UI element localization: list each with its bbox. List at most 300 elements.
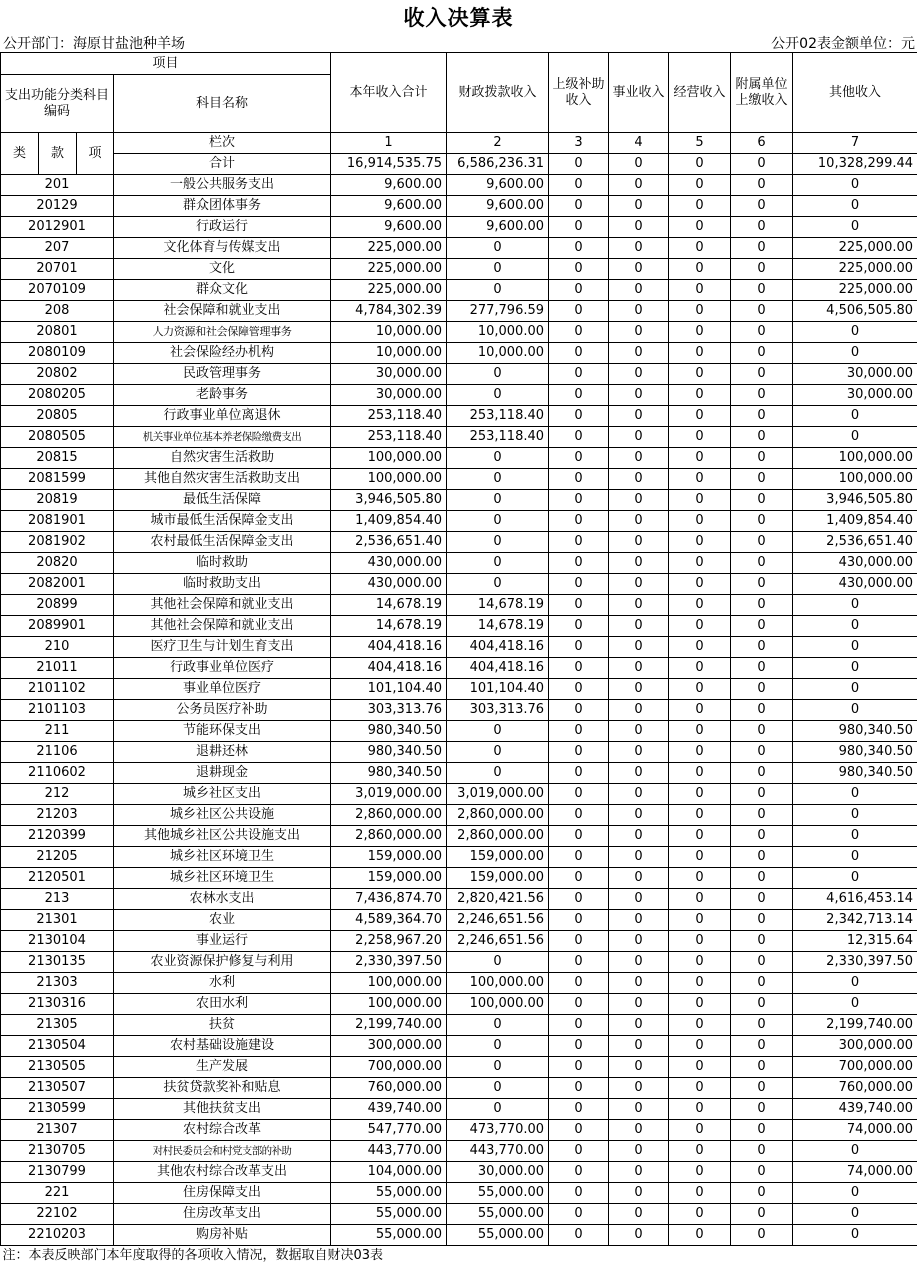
row-value: 55,000.00: [447, 1225, 549, 1246]
row-value: 404,418.16: [447, 637, 549, 658]
row-value: 0: [669, 763, 731, 784]
row-value: 443,770.00: [331, 1141, 447, 1162]
row-value: 0: [549, 1225, 609, 1246]
row-value: 14,678.19: [331, 595, 447, 616]
row-code: 2130505: [1, 1057, 114, 1078]
row-code: 2081901: [1, 511, 114, 532]
table-row: [1, 910, 917, 931]
row-value: 0: [731, 553, 793, 574]
department-label: 公开部门：海原甘盐池种羊场: [3, 33, 185, 53]
row-value: 0: [549, 196, 609, 217]
row-value: 0: [549, 343, 609, 364]
row-value: 2,246,651.56: [447, 931, 549, 952]
row-value: 0: [447, 511, 549, 532]
row-value: 0: [669, 511, 731, 532]
row-value: 0: [731, 427, 793, 448]
row-value: 0: [669, 469, 731, 490]
row-code: 21203: [1, 805, 114, 826]
row-value: 0: [447, 1099, 549, 1120]
row-value: 0: [549, 1120, 609, 1141]
col-number: 6: [731, 133, 793, 154]
row-value: 700,000.00: [331, 1057, 447, 1078]
row-value: 430,000.00: [331, 553, 447, 574]
row-value: 101,104.40: [447, 679, 549, 700]
row-value: 225,000.00: [793, 280, 917, 301]
row-value: 0: [731, 1141, 793, 1162]
row-value: 2,860,000.00: [447, 826, 549, 847]
row-code: 21305: [1, 1015, 114, 1036]
row-name: 扶贫贷款奖补和贴息: [114, 1078, 331, 1099]
row-value: 30,000.00: [793, 385, 917, 406]
row-value: 439,740.00: [793, 1099, 917, 1120]
row-name: 城市最低生活保障金支出: [114, 511, 331, 532]
row-value: 74,000.00: [793, 1120, 917, 1141]
row-value: 0: [447, 532, 549, 553]
row-value: 0: [669, 280, 731, 301]
table-row: [1, 427, 917, 448]
row-value: 0: [549, 238, 609, 259]
row-value: 55,000.00: [447, 1183, 549, 1204]
row-value: 300,000.00: [331, 1036, 447, 1057]
page-title: 收入决算表: [0, 0, 917, 33]
row-value: 980,340.50: [331, 721, 447, 742]
table-row: [1, 1099, 917, 1120]
row-value: 0: [731, 448, 793, 469]
row-value: 159,000.00: [447, 847, 549, 868]
row-value: 0: [609, 742, 669, 763]
row-code: 2080505: [1, 427, 114, 448]
table-row: [1, 1036, 917, 1057]
row-value: 0: [731, 1015, 793, 1036]
total-value: 16,914,535.75: [331, 154, 447, 175]
row-value: 0: [793, 1204, 917, 1225]
table-row: [1, 847, 917, 868]
row-value: 0: [549, 805, 609, 826]
row-value: 0: [669, 952, 731, 973]
row-value: 0: [447, 1015, 549, 1036]
row-value: 0: [609, 196, 669, 217]
row-value: 55,000.00: [447, 1204, 549, 1225]
row-value: 0: [731, 763, 793, 784]
row-code: 2130705: [1, 1141, 114, 1162]
table-row: [1, 1015, 917, 1036]
row-value: 0: [609, 952, 669, 973]
table-row: [1, 763, 917, 784]
row-value: 0: [669, 1141, 731, 1162]
row-value: 0: [549, 1078, 609, 1099]
row-value: 4,784,302.39: [331, 301, 447, 322]
row-value: 0: [609, 238, 669, 259]
row-value: 0: [731, 868, 793, 889]
row-value: 700,000.00: [793, 1057, 917, 1078]
col-header-business: 事业收入: [609, 53, 669, 133]
row-value: 0: [549, 1183, 609, 1204]
row-value: 2,860,000.00: [331, 826, 447, 847]
meta-bar: [0, 33, 917, 52]
row-code: 2130599: [1, 1099, 114, 1120]
total-value: 6,586,236.31: [447, 154, 549, 175]
row-code: 2210203: [1, 1225, 114, 1246]
row-name: 文化: [114, 259, 331, 280]
row-value: 100,000.00: [793, 448, 917, 469]
row-value: 0: [549, 532, 609, 553]
row-code: 2012901: [1, 217, 114, 238]
table-row: [1, 1183, 917, 1204]
row-name: 社会保险经办机构: [114, 343, 331, 364]
row-name: 扶贫: [114, 1015, 331, 1036]
row-value: 225,000.00: [331, 259, 447, 280]
row-name: 住房改革支出: [114, 1204, 331, 1225]
col-header-fiscal: 财政拨款收入: [447, 53, 549, 133]
row-value: 0: [609, 889, 669, 910]
col-header-other: 其他收入: [793, 53, 917, 133]
row-value: 0: [731, 658, 793, 679]
table-row: [1, 658, 917, 679]
row-name: 机关事业单位基本养老保险缴费支出: [114, 427, 331, 448]
row-value: 0: [549, 448, 609, 469]
row-value: 0: [447, 448, 549, 469]
row-value: 0: [609, 1225, 669, 1246]
row-name: 行政事业单位离退休: [114, 406, 331, 427]
row-name: 农村基础设施建设: [114, 1036, 331, 1057]
row-value: 253,118.40: [331, 406, 447, 427]
row-value: 2,342,713.14: [793, 910, 917, 931]
row-code: 207: [1, 238, 114, 259]
table-row: [1, 385, 917, 406]
table-row: [1, 196, 917, 217]
row-value: 0: [669, 826, 731, 847]
row-value: 0: [609, 1141, 669, 1162]
row-value: 0: [447, 742, 549, 763]
row-code: 2089901: [1, 616, 114, 637]
row-value: 0: [609, 343, 669, 364]
row-name: 最低生活保障: [114, 490, 331, 511]
row-value: 0: [549, 217, 609, 238]
row-value: 980,340.50: [331, 742, 447, 763]
row-code: 20899: [1, 595, 114, 616]
row-value: 0: [669, 847, 731, 868]
row-value: 0: [447, 280, 549, 301]
row-value: 0: [609, 175, 669, 196]
row-value: 0: [609, 700, 669, 721]
row-value: 0: [609, 1078, 669, 1099]
row-code: 21303: [1, 973, 114, 994]
row-value: 0: [731, 826, 793, 847]
row-value: 404,418.16: [447, 658, 549, 679]
row-value: 0: [549, 259, 609, 280]
row-value: 2,330,397.50: [331, 952, 447, 973]
row-value: 100,000.00: [447, 994, 549, 1015]
row-value: 0: [609, 910, 669, 931]
row-value: 0: [609, 1015, 669, 1036]
row-code: 21011: [1, 658, 114, 679]
row-value: 760,000.00: [331, 1078, 447, 1099]
col-number: 7: [793, 133, 917, 154]
table-row: [1, 406, 917, 427]
row-value: 430,000.00: [331, 574, 447, 595]
row-name: 人力资源和社会保障管理事务: [114, 322, 331, 343]
row-name: 农林水支出: [114, 889, 331, 910]
row-value: 2,820,421.56: [447, 889, 549, 910]
row-value: 760,000.00: [793, 1078, 917, 1099]
row-value: 159,000.00: [331, 868, 447, 889]
row-value: 0: [609, 217, 669, 238]
row-value: 0: [669, 658, 731, 679]
row-name: 社会保障和就业支出: [114, 301, 331, 322]
table-row: [1, 826, 917, 847]
row-value: 4,589,364.70: [331, 910, 447, 931]
row-value: 0: [793, 175, 917, 196]
row-code: 2120501: [1, 868, 114, 889]
row-value: 55,000.00: [331, 1204, 447, 1225]
row-value: 0: [669, 1204, 731, 1225]
row-value: 0: [549, 658, 609, 679]
col-header-superior: 上级补助收入: [549, 53, 609, 133]
table-row: [1, 1120, 917, 1141]
row-value: 10,000.00: [447, 343, 549, 364]
row-value: 3,946,505.80: [331, 490, 447, 511]
row-value: 14,678.19: [447, 595, 549, 616]
row-name: 水利: [114, 973, 331, 994]
table-row: [1, 511, 917, 532]
row-value: 404,418.16: [331, 637, 447, 658]
row-value: 430,000.00: [793, 574, 917, 595]
row-value: 100,000.00: [447, 973, 549, 994]
row-value: 0: [549, 301, 609, 322]
row-value: 0: [731, 1204, 793, 1225]
row-code: 2130504: [1, 1036, 114, 1057]
row-value: 0: [793, 1225, 917, 1246]
row-code: 22102: [1, 1204, 114, 1225]
row-value: 0: [549, 826, 609, 847]
row-value: 0: [731, 469, 793, 490]
row-value: 4,616,453.14: [793, 889, 917, 910]
table-row: [1, 574, 917, 595]
row-value: 0: [549, 595, 609, 616]
row-value: 0: [669, 490, 731, 511]
col-number: 2: [447, 133, 549, 154]
row-name: 城乡社区环境卫生: [114, 868, 331, 889]
row-value: 0: [731, 847, 793, 868]
row-name: 农业资源保护修复与利用: [114, 952, 331, 973]
row-code: 2082001: [1, 574, 114, 595]
row-value: 0: [731, 343, 793, 364]
row-code: 21301: [1, 910, 114, 931]
row-value: 0: [669, 784, 731, 805]
row-value: 0: [609, 1183, 669, 1204]
table-row: [1, 301, 917, 322]
row-value: 2,199,740.00: [331, 1015, 447, 1036]
row-value: 0: [669, 532, 731, 553]
row-value: 0: [731, 301, 793, 322]
row-value: 0: [731, 889, 793, 910]
row-value: 0: [609, 931, 669, 952]
table-row: [1, 217, 917, 238]
row-value: 30,000.00: [331, 364, 447, 385]
row-name: 城乡社区公共设施: [114, 805, 331, 826]
row-value: 0: [447, 574, 549, 595]
unit-label: 公开02表金额单位：元: [771, 33, 915, 53]
col-number: 3: [549, 133, 609, 154]
row-value: 2,860,000.00: [331, 805, 447, 826]
table-row: [1, 784, 917, 805]
row-name: 临时救助: [114, 553, 331, 574]
row-value: 0: [731, 1162, 793, 1183]
row-value: 0: [793, 868, 917, 889]
row-value: 0: [549, 406, 609, 427]
table-row: [1, 1225, 917, 1246]
row-value: 0: [609, 574, 669, 595]
row-value: 0: [731, 1078, 793, 1099]
row-value: 0: [609, 469, 669, 490]
row-name: 群众团体事务: [114, 196, 331, 217]
row-value: 0: [669, 1120, 731, 1141]
row-value: 0: [609, 532, 669, 553]
row-code: 20819: [1, 490, 114, 511]
row-value: 0: [549, 910, 609, 931]
row-code: 2070109: [1, 280, 114, 301]
row-value: 0: [793, 805, 917, 826]
row-value: 0: [731, 700, 793, 721]
row-name: 行政运行: [114, 217, 331, 238]
row-name: 农村综合改革: [114, 1120, 331, 1141]
row-value: 159,000.00: [447, 868, 549, 889]
row-value: 0: [609, 1099, 669, 1120]
xiang-header: 项: [77, 133, 114, 175]
row-value: 0: [793, 994, 917, 1015]
row-name: 其他社会保障和就业支出: [114, 595, 331, 616]
row-code: 221: [1, 1183, 114, 1204]
table-row: [1, 868, 917, 889]
row-value: 0: [609, 259, 669, 280]
table-row: [1, 1057, 917, 1078]
row-code: 21106: [1, 742, 114, 763]
row-name: 公务员医疗补助: [114, 700, 331, 721]
row-code: 20129: [1, 196, 114, 217]
row-name: 文化体育与传媒支出: [114, 238, 331, 259]
row-value: 0: [731, 175, 793, 196]
row-name: 购房补贴: [114, 1225, 331, 1246]
row-value: 0: [609, 1162, 669, 1183]
col-number: 1: [331, 133, 447, 154]
row-value: 14,678.19: [447, 616, 549, 637]
row-value: 547,770.00: [331, 1120, 447, 1141]
row-value: 0: [549, 721, 609, 742]
row-name: 节能环保支出: [114, 721, 331, 742]
row-code: 21307: [1, 1120, 114, 1141]
row-value: 0: [669, 1162, 731, 1183]
row-code: 213: [1, 889, 114, 910]
row-value: 0: [731, 973, 793, 994]
row-value: 0: [609, 679, 669, 700]
table-row: [1, 1204, 917, 1225]
row-value: 3,019,000.00: [331, 784, 447, 805]
row-value: 225,000.00: [793, 259, 917, 280]
col-number: 4: [609, 133, 669, 154]
row-code: 2080109: [1, 343, 114, 364]
row-value: 0: [669, 427, 731, 448]
row-code: 201: [1, 175, 114, 196]
row-value: 0: [669, 889, 731, 910]
row-value: 0: [669, 1078, 731, 1099]
row-value: 0: [731, 616, 793, 637]
row-value: 0: [549, 1099, 609, 1120]
row-value: 0: [669, 721, 731, 742]
row-value: 0: [669, 322, 731, 343]
row-value: 0: [549, 490, 609, 511]
row-name: 行政事业单位医疗: [114, 658, 331, 679]
total-label: 合计: [114, 154, 331, 175]
row-value: 0: [549, 973, 609, 994]
row-value: 0: [669, 217, 731, 238]
row-value: 0: [669, 1183, 731, 1204]
row-code: 2081599: [1, 469, 114, 490]
table-row: [1, 721, 917, 742]
row-value: 100,000.00: [331, 448, 447, 469]
row-code: 2120399: [1, 826, 114, 847]
row-value: 0: [609, 1204, 669, 1225]
row-value: 0: [609, 511, 669, 532]
table-row: [1, 532, 917, 553]
row-value: 0: [793, 217, 917, 238]
row-value: 0: [731, 1036, 793, 1057]
row-code: 20801: [1, 322, 114, 343]
row-value: 0: [793, 700, 917, 721]
row-value: 0: [549, 679, 609, 700]
row-value: 473,770.00: [447, 1120, 549, 1141]
row-value: 0: [793, 973, 917, 994]
row-value: 253,118.40: [331, 427, 447, 448]
table-row: [1, 343, 917, 364]
row-value: 0: [549, 469, 609, 490]
row-value: 0: [549, 1036, 609, 1057]
row-value: 0: [731, 511, 793, 532]
row-name: 其他自然灾害生活救助支出: [114, 469, 331, 490]
row-value: 980,340.50: [331, 763, 447, 784]
row-value: 0: [731, 385, 793, 406]
row-value: 0: [731, 679, 793, 700]
row-value: 0: [609, 784, 669, 805]
row-value: 2,536,651.40: [331, 532, 447, 553]
row-code: 2081902: [1, 532, 114, 553]
row-value: 0: [731, 1183, 793, 1204]
row-code: 21205: [1, 847, 114, 868]
row-value: 0: [549, 364, 609, 385]
row-value: 0: [793, 658, 917, 679]
row-value: 0: [793, 322, 917, 343]
row-name: 农田水利: [114, 994, 331, 1015]
row-value: 0: [549, 175, 609, 196]
row-value: 0: [793, 847, 917, 868]
table-row: [1, 553, 917, 574]
row-code: 2130135: [1, 952, 114, 973]
row-value: 0: [669, 385, 731, 406]
row-value: 0: [669, 196, 731, 217]
row-name: 群众文化: [114, 280, 331, 301]
row-value: 0: [669, 406, 731, 427]
row-value: 0: [609, 847, 669, 868]
row-code: 2101102: [1, 679, 114, 700]
row-value: 0: [609, 385, 669, 406]
row-value: 0: [669, 1036, 731, 1057]
row-value: 1,409,854.40: [793, 511, 917, 532]
row-value: 0: [609, 406, 669, 427]
lanci-label: 栏次: [114, 133, 331, 154]
row-value: 0: [609, 721, 669, 742]
row-value: 0: [447, 259, 549, 280]
row-value: 0: [447, 553, 549, 574]
row-value: 0: [549, 511, 609, 532]
